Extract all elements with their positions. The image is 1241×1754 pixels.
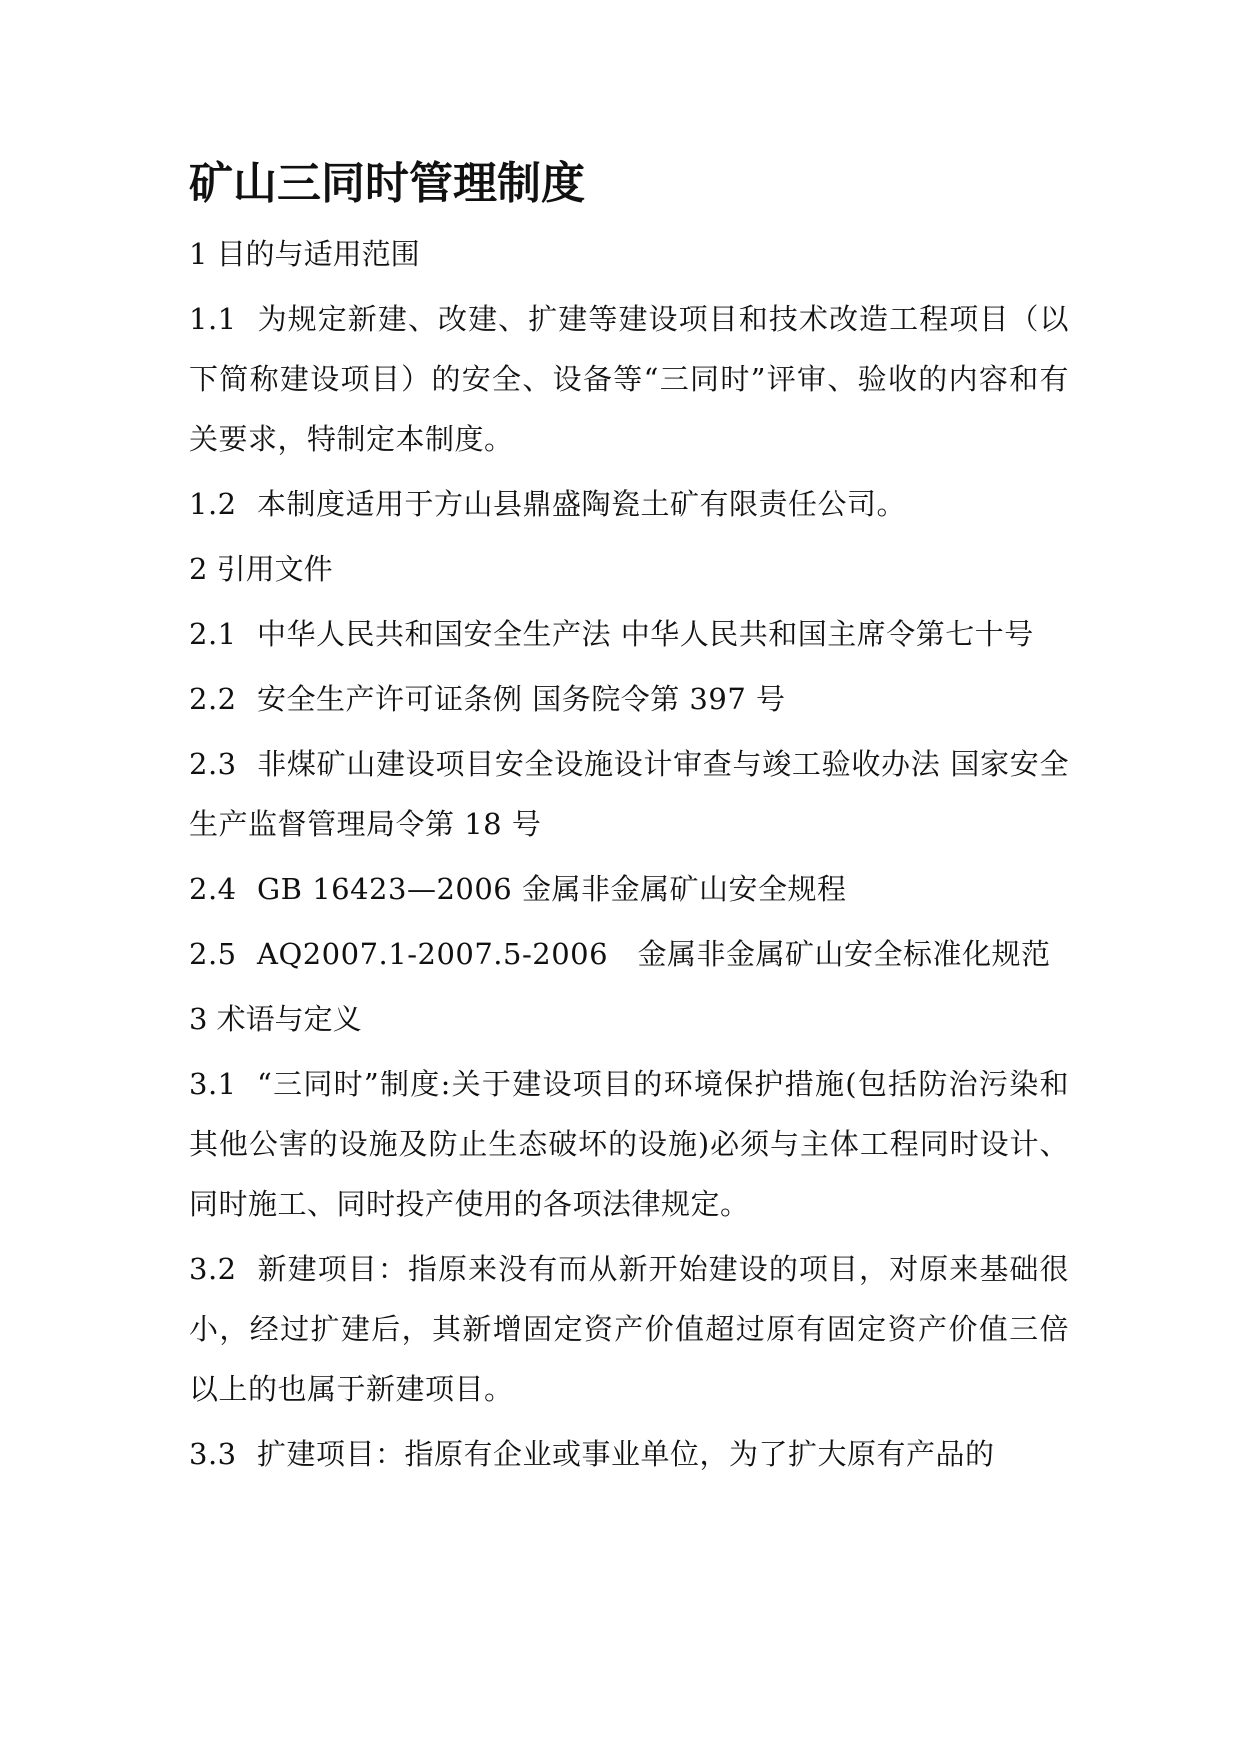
clause xyxy=(189,1054,1069,1234)
clause-text: 新建项目：指原来没有而从新开始建设的项目，对原来基础很小，经过扩建后，其新增固定资产价值超过原有固定资产价值三倍以上的也属于新建项目。 xyxy=(189,1252,1069,1406)
clause-number: 3.2 xyxy=(189,1252,237,1286)
clause-text: 为规定新建、改建、扩建等建设项目和技术改造工程项目（以下简称建设项目）的安全、设备等“三同时”评审、验收的内容和有关要求，特制定本制度。 xyxy=(189,302,1069,456)
section-heading: 2 引用文件 xyxy=(189,552,333,586)
clause xyxy=(189,474,1069,534)
clause-text: AQ2007.1-2007.5-2006 金属非金属矿山安全标准化规范 xyxy=(257,937,1051,971)
clause-text: “三同时”制度:关于建设项目的环境保护措施(包括防治污染和其他公害的设施及防止生态破坏的设施)必须与主体工程同时设计、同时施工、同时投产使用的各项法律规定。 xyxy=(189,1067,1069,1221)
clause-number: 2.2 xyxy=(189,682,237,716)
document-title: 矿山三同时管理制度 xyxy=(189,158,585,209)
clause xyxy=(189,1424,1069,1484)
section-heading: 1 目的与适用范围 xyxy=(189,237,420,271)
clause-number: 1.1 xyxy=(189,302,237,336)
clause xyxy=(189,1239,1069,1419)
clause-number: 3.3 xyxy=(189,1437,237,1471)
clause xyxy=(189,669,1069,729)
clause-number: 2.4 xyxy=(189,872,237,906)
clause-text: 非煤矿山建设项目安全设施设计审查与竣工验收办法 国家安全生产监督管理局令第 18 号 xyxy=(189,747,1069,841)
clause-number: 1.2 xyxy=(189,487,237,521)
clause-text: 安全生产许可证条例 国务院令第 397 号 xyxy=(257,682,786,716)
clause xyxy=(189,604,1069,664)
clause xyxy=(189,924,1069,984)
clause-number: 2.5 xyxy=(189,937,237,971)
clause-text: 本制度适用于方山县鼎盛陶瓷土矿有限责任公司。 xyxy=(257,487,907,521)
clause-number: 2.3 xyxy=(189,747,237,781)
clause xyxy=(189,859,1069,919)
section-heading: 3 术语与定义 xyxy=(189,1002,362,1036)
clause xyxy=(189,734,1069,854)
clause-number: 3.1 xyxy=(189,1067,237,1101)
clause xyxy=(189,289,1069,469)
document-body xyxy=(189,152,1069,1489)
clause-text: GB 16423—2006 金属非金属矿山安全规程 xyxy=(257,872,847,906)
clause-text: 扩建项目：指原有企业或事业单位，为了扩大原有产品的 xyxy=(257,1437,995,1471)
clause-text: 中华人民共和国安全生产法 中华人民共和国主席令第七十号 xyxy=(257,617,1034,651)
clause-number: 2.1 xyxy=(189,617,237,651)
